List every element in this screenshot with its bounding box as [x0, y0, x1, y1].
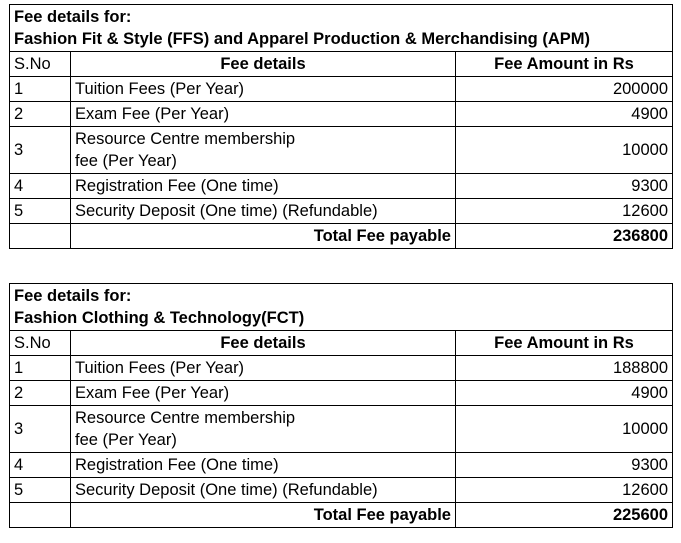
- row-sno: 2: [10, 381, 71, 406]
- table-heading-line1: Fee details for:: [14, 287, 132, 305]
- column-header-sno: S.No: [10, 52, 71, 77]
- row-fee-detail: Resource Centre membership fee (Per Year): [71, 406, 456, 453]
- row-fee-amount: 12600: [456, 478, 673, 503]
- row-fee-amount: 4900: [456, 381, 673, 406]
- total-row: [10, 503, 673, 528]
- row-fee-amount: 10000: [456, 127, 673, 174]
- total-amount: 236800: [456, 224, 673, 249]
- row-sno: 3: [10, 127, 71, 174]
- total-empty-cell: [10, 503, 71, 528]
- table-row: [10, 199, 673, 224]
- row-fee-amount: 10000: [456, 406, 673, 453]
- table-row: [10, 127, 673, 174]
- total-amount: 225600: [456, 503, 673, 528]
- total-empty-cell: [10, 224, 71, 249]
- row-fee-amount: 200000: [456, 77, 673, 102]
- total-row: [10, 224, 673, 249]
- row-sno: 5: [10, 199, 71, 224]
- table-row: [10, 77, 673, 102]
- row-sno: 5: [10, 478, 71, 503]
- table-row: [10, 102, 673, 127]
- row-fee-detail: Tuition Fees (Per Year): [71, 356, 456, 381]
- table-heading-row: [10, 5, 673, 52]
- table-row: [10, 406, 673, 453]
- row-sno: 4: [10, 174, 71, 199]
- row-sno: 3: [10, 406, 71, 453]
- table-row: [10, 381, 673, 406]
- column-header-fee-amount: Fee Amount in Rs: [456, 331, 673, 356]
- row-sno: 2: [10, 102, 71, 127]
- row-fee-amount: 188800: [456, 356, 673, 381]
- column-header-row: [10, 52, 673, 77]
- row-fee-detail: Security Deposit (One time) (Refundable): [71, 478, 456, 503]
- table-row: [10, 478, 673, 503]
- row-fee-detail: Registration Fee (One time): [71, 174, 456, 199]
- table-heading-row: [10, 284, 673, 331]
- total-label: Total Fee payable: [71, 503, 456, 528]
- column-header-sno: S.No: [10, 331, 71, 356]
- fee-table-fct: [9, 283, 673, 528]
- row-fee-detail: Exam Fee (Per Year): [71, 102, 456, 127]
- table-row: [10, 453, 673, 478]
- row-fee-amount: 9300: [456, 174, 673, 199]
- fee-table-ffs-apm: [9, 4, 673, 249]
- row-fee-detail: Tuition Fees (Per Year): [71, 77, 456, 102]
- row-sno: 4: [10, 453, 71, 478]
- row-sno: 1: [10, 356, 71, 381]
- row-fee-amount: 12600: [456, 199, 673, 224]
- row-fee-detail: Exam Fee (Per Year): [71, 381, 456, 406]
- row-fee-detail: Registration Fee (One time): [71, 453, 456, 478]
- row-fee-detail: Security Deposit (One time) (Refundable): [71, 199, 456, 224]
- row-sno: 1: [10, 77, 71, 102]
- table-heading-line2: Fashion Fit & Style (FFS) and Apparel Production & Merchandising (APM): [14, 30, 590, 48]
- column-header-fee-details: Fee details: [71, 52, 456, 77]
- column-header-fee-details: Fee details: [71, 331, 456, 356]
- total-label: Total Fee payable: [71, 224, 456, 249]
- table-row: [10, 356, 673, 381]
- table-heading: [10, 5, 673, 52]
- table-heading-line2: Fashion Clothing & Technology(FCT): [14, 309, 305, 327]
- column-header-row: [10, 331, 673, 356]
- column-header-fee-amount: Fee Amount in Rs: [456, 52, 673, 77]
- row-fee-amount: 9300: [456, 453, 673, 478]
- table-heading-line1: Fee details for:: [14, 8, 132, 26]
- table-row: [10, 174, 673, 199]
- table-heading: [10, 284, 673, 331]
- row-fee-detail: Resource Centre membership fee (Per Year): [71, 127, 456, 174]
- row-fee-amount: 4900: [456, 102, 673, 127]
